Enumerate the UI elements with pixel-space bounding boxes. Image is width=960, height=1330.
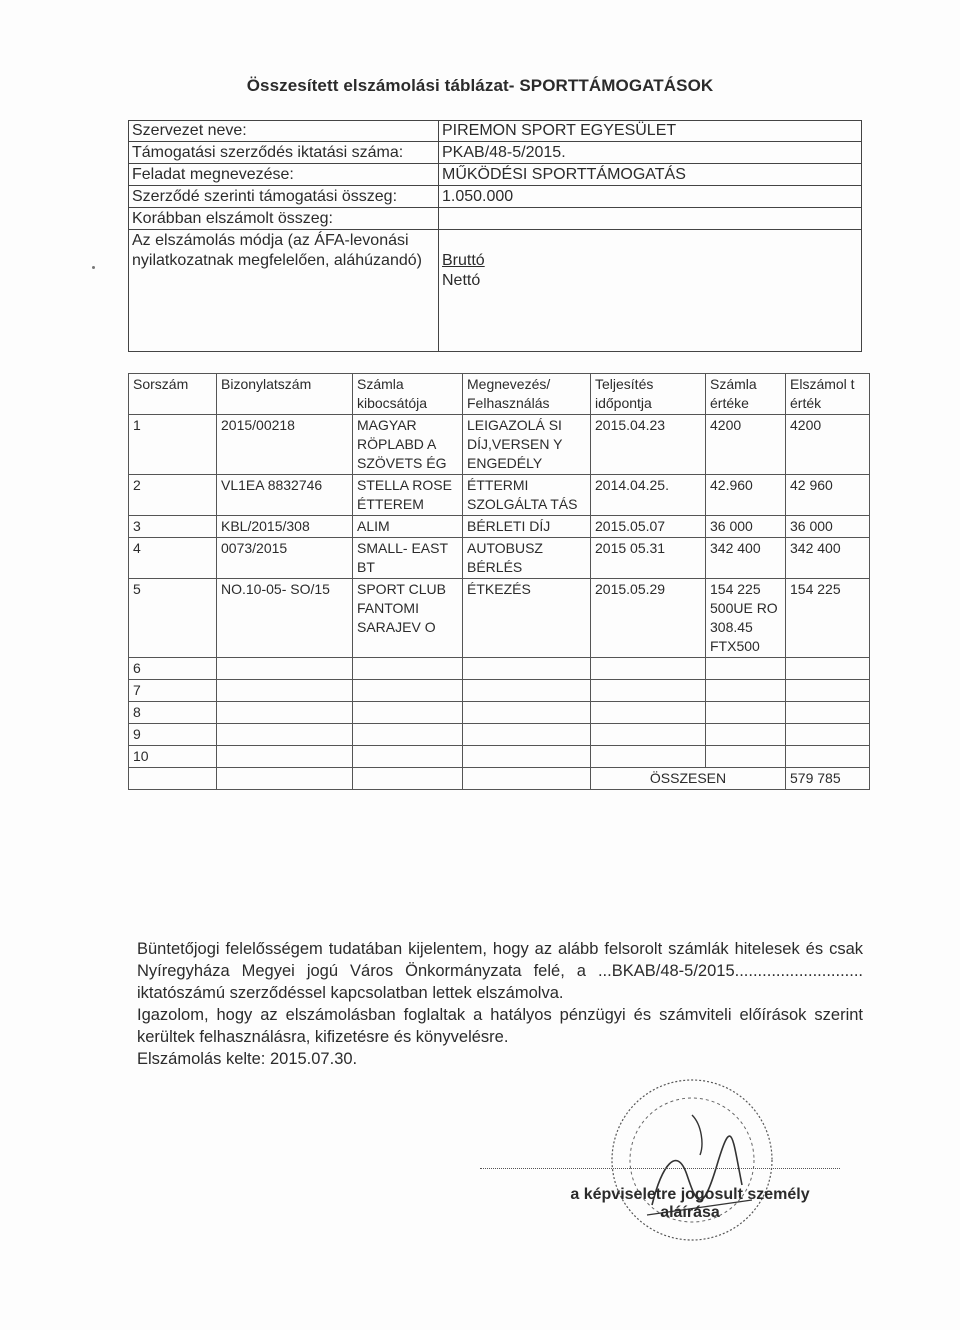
settlement-date: Elszámolás kelte: 2015.07.30. xyxy=(137,1050,358,1068)
issuer xyxy=(353,702,463,724)
total-label: ÖSSZESEN xyxy=(591,768,786,790)
info-row xyxy=(128,164,862,186)
settled-value: 342 400 xyxy=(786,538,870,579)
row-number: 4 xyxy=(129,538,217,579)
table-row xyxy=(129,724,870,746)
header-cell: Bizonylatszám xyxy=(217,374,353,415)
header-cell: Teljesítés időpontja xyxy=(591,374,706,415)
description xyxy=(463,702,591,724)
signature-line xyxy=(480,1168,840,1169)
info-value xyxy=(438,208,862,230)
info-label: Feladat megnevezése: xyxy=(128,164,438,186)
fulfilment-date: 2015.05.07 xyxy=(591,516,706,538)
info-label: Szerződé szerinti támogatási összeg: xyxy=(128,186,438,208)
document-number: NO.10-05- SO/15 xyxy=(217,579,353,658)
table-row xyxy=(129,579,870,658)
document-number: 2015/00218 xyxy=(217,415,353,475)
info-value: PKAB/48-5/2015. xyxy=(438,142,862,164)
method-netto: Nettó xyxy=(442,272,481,289)
table-row xyxy=(129,538,870,579)
row-number: 7 xyxy=(129,680,217,702)
invoice-value: 342 400 xyxy=(706,538,786,579)
header-cell: Számla kibocsátója xyxy=(353,374,463,415)
settled-value xyxy=(786,746,870,768)
info-table-divider xyxy=(438,120,439,352)
info-row xyxy=(128,208,862,230)
invoice-value xyxy=(706,658,786,680)
items-body xyxy=(129,415,870,768)
info-label: Korábban elszámolt összeg: xyxy=(128,208,438,230)
statement-paragraph-1 xyxy=(137,938,863,1004)
items-total-row xyxy=(129,768,870,790)
invoice-value xyxy=(706,746,786,768)
statement-paragraph-2: Igazolom, hogy az elszámolásban foglaltak a hatályos pénzügyi és számviteli előírások szerint kerültek felhasználásra, kifizetésre és könyvelésre. xyxy=(137,1006,863,1046)
items-header-row xyxy=(129,374,870,415)
description: BÉRLETI DÍJ xyxy=(463,516,591,538)
table-row xyxy=(129,516,870,538)
info-value: 1.050.000 xyxy=(438,186,862,208)
description xyxy=(463,746,591,768)
document-number: 0073/2015 xyxy=(217,538,353,579)
header-cell: Sorszám xyxy=(129,374,217,415)
settled-value xyxy=(786,702,870,724)
table-row xyxy=(129,680,870,702)
official-stamp xyxy=(592,1055,792,1255)
row-number: 10 xyxy=(129,746,217,768)
info-value: PIREMON SPORT EGYESÜLET xyxy=(438,120,862,142)
document-number: VL1EA 8832746 xyxy=(217,475,353,516)
info-row xyxy=(128,120,862,142)
fulfilment-date xyxy=(591,680,706,702)
row-number: 1 xyxy=(129,415,217,475)
total-value: 579 785 xyxy=(786,768,870,790)
invoice-value: 4200 xyxy=(706,415,786,475)
header-cell: Számla értéke xyxy=(706,374,786,415)
document-number xyxy=(217,680,353,702)
statement-text: Büntetőjogi felelősségem tudatában kijelentem, hogy az alább felsorolt számlák hitelesek és csak Nyíregyháza Megyei jogú Város Önkormányzata felé, a ... xyxy=(137,940,863,980)
settled-value xyxy=(786,724,870,746)
statement-text: ............................ iktatószámú szerződéssel kapcsolatban lettek elszámolva. xyxy=(137,962,863,1002)
issuer: SPORT CLUB FANTOMI SARAJEV O xyxy=(353,579,463,658)
invoice-value xyxy=(706,724,786,746)
settled-value: 154 225 xyxy=(786,579,870,658)
fulfilment-date xyxy=(591,658,706,680)
issuer xyxy=(353,746,463,768)
invoice-value: 42.960 xyxy=(706,475,786,516)
row-number: 2 xyxy=(129,475,217,516)
info-row xyxy=(128,186,862,208)
description: ÉTTERMI SZOLGÁLTA TÁS xyxy=(463,475,591,516)
description xyxy=(463,724,591,746)
info-row xyxy=(128,230,862,292)
fulfilment-date xyxy=(591,746,706,768)
info-value: MŰKÖDÉSI SPORTTÁMOGATÁS xyxy=(438,164,862,186)
fulfilment-date xyxy=(591,724,706,746)
scan-speck xyxy=(92,266,95,269)
document-number xyxy=(217,746,353,768)
settled-value xyxy=(786,658,870,680)
fulfilment-date: 2015.05.29 xyxy=(591,579,706,658)
table-row xyxy=(129,475,870,516)
fulfilment-date: 2014.04.25. xyxy=(591,475,706,516)
table-row xyxy=(129,415,870,475)
issuer xyxy=(353,658,463,680)
total-empty xyxy=(353,768,463,790)
issuer: STELLA ROSE ÉTTEREM xyxy=(353,475,463,516)
table-row xyxy=(129,746,870,768)
issuer: SMALL- EAST BT xyxy=(353,538,463,579)
settled-value: 4200 xyxy=(786,415,870,475)
total-empty xyxy=(217,768,353,790)
info-row xyxy=(128,142,862,164)
signature-caption-line1: a képviseletre jogosult személy xyxy=(570,1186,810,1203)
statement xyxy=(137,938,863,1070)
info-label: Támogatási szerződés iktatási száma: xyxy=(128,142,438,164)
table-row xyxy=(129,702,870,724)
invoice-value: 154 225 500UE RO 308.45 FTX500 xyxy=(706,579,786,658)
contract-reference: BKAB/48-5/2015 xyxy=(611,962,735,980)
page-title: Összesített elszámolási táblázat- SPORTTÁMOGATÁSOK xyxy=(246,76,714,95)
row-number: 3 xyxy=(129,516,217,538)
issuer xyxy=(353,724,463,746)
issuer: ALIM xyxy=(353,516,463,538)
description: ÉTKEZÉS xyxy=(463,579,591,658)
description: LEIGAZOLÁ SI DÍJ,VERSEN Y ENGEDÉLY xyxy=(463,415,591,475)
signature-caption xyxy=(540,1186,840,1222)
row-number: 5 xyxy=(129,579,217,658)
method-brutto: Bruttó xyxy=(442,252,485,269)
invoice-value xyxy=(706,680,786,702)
info-label: Szervezet neve: xyxy=(128,120,438,142)
issuer: MAGYAR RÖPLABD A SZÖVETS ÉG xyxy=(353,415,463,475)
settled-value xyxy=(786,680,870,702)
row-number: 8 xyxy=(129,702,217,724)
document-number xyxy=(217,724,353,746)
info-value-method xyxy=(438,230,862,292)
total-empty xyxy=(129,768,217,790)
description xyxy=(463,680,591,702)
items-table xyxy=(128,373,870,790)
info-table xyxy=(128,120,862,291)
table-row xyxy=(129,658,870,680)
invoice-value xyxy=(706,702,786,724)
description xyxy=(463,658,591,680)
row-number: 9 xyxy=(129,724,217,746)
issuer xyxy=(353,680,463,702)
fulfilment-date xyxy=(591,702,706,724)
info-label: Az elszámolás módja (az ÁFA-levonási nyilatkozatnak megfelelően, aláhúzandó) xyxy=(132,232,422,269)
signature-caption-line2: aláírása xyxy=(660,1204,720,1221)
fulfilment-date: 2015 05.31 xyxy=(591,538,706,579)
header-cell: Megnevezés/ Felhasználás xyxy=(463,374,591,415)
fulfilment-date: 2015.04.23 xyxy=(591,415,706,475)
document-number xyxy=(217,658,353,680)
settled-value: 36 000 xyxy=(786,516,870,538)
row-number: 6 xyxy=(129,658,217,680)
description: AUTOBUSZ BÉRLÉS xyxy=(463,538,591,579)
total-empty xyxy=(463,768,591,790)
document-number xyxy=(217,702,353,724)
settled-value: 42 960 xyxy=(786,475,870,516)
invoice-value: 36 000 xyxy=(706,516,786,538)
document-number: KBL/2015/308 xyxy=(217,516,353,538)
header-cell: Elszámol t érték xyxy=(786,374,870,415)
